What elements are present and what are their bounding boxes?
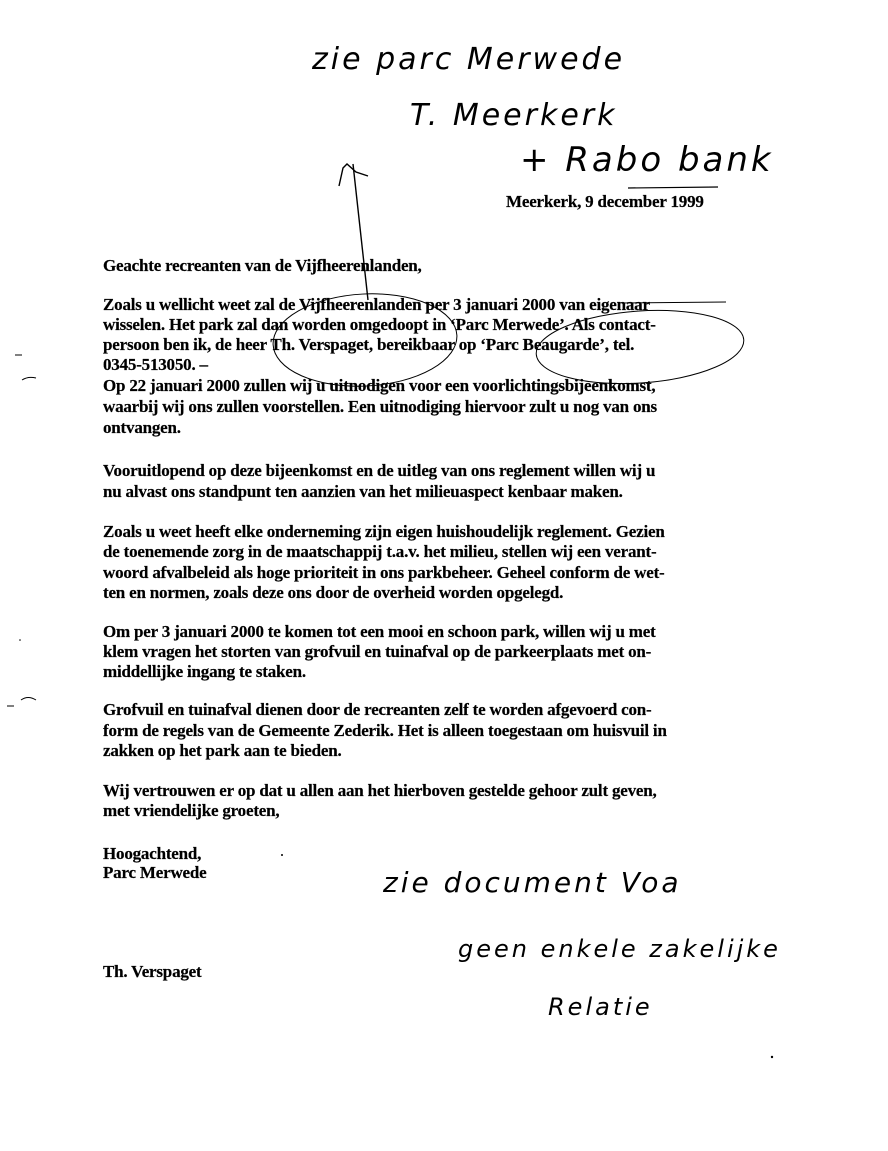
margin-mark <box>22 377 36 380</box>
paragraph-line: woord afvalbeleid als hoge prioriteit in ons parkbeheer. Geheel conform de wet- <box>103 563 665 582</box>
paragraph-line: nu alvast ons standpunt ten aanzien van het milieuaspect kenbaar maken. <box>103 482 623 501</box>
paragraph-line: de toenemende zorg in de maatschappij t.a.v. het milieu, stellen wij een verant- <box>103 542 657 561</box>
paragraph-line: waarbij wij ons zullen voorstellen. Een uitnodiging hiervoor zult u nog van ons <box>103 397 657 416</box>
handwritten-underline <box>628 187 718 188</box>
paragraph-line: Zoals u weet heeft elke onderneming zijn eigen huishoudelijk reglement. Gezien <box>103 522 665 541</box>
arrow-head-icon <box>339 164 368 186</box>
paragraph-line: zakken op het park aan te bieden. <box>103 741 342 760</box>
handwritten-note-line-1: zie parc Merwede <box>312 42 626 77</box>
paragraph-line: Om per 3 januari 2000 te komen tot een mooi en schoon park, willen wij u met <box>103 622 656 641</box>
paragraph-line: persoon ben ik, de heer Th. Verspaget, bereikbaar op ‘Parc Beaugarde’, tel. <box>103 335 635 354</box>
organization: Parc Merwede <box>103 863 207 882</box>
closing: Hoogachtend, <box>103 844 202 863</box>
paragraph-line: ten en normen, zoals deze ons door de overheid worden opgelegd. <box>103 583 564 602</box>
speck <box>19 639 21 641</box>
handwritten-note-line-3: + Rabo bank <box>520 140 774 180</box>
paragraph-line: middellijke ingang te staken. <box>103 662 306 681</box>
paragraph-line: Vooruitlopend op deze bijeenkomst en de uitleg van ons reglement willen wij u <box>103 461 656 480</box>
paragraph-line: klem vragen het storten van grofvuil en tuinafval op de parkeerplaats met on- <box>103 642 652 661</box>
paragraph-line: Op 22 januari 2000 zullen wij u uitnodigen voor een voorlichtingsbijeenkomst, <box>103 376 656 395</box>
paragraph-line: wisselen. Het park zal dan worden omgedoopt in ‘Parc Merwede’. Als contact- <box>103 315 656 334</box>
paragraph-line: Grofvuil en tuinafval dienen door de recreanten zelf te worden afgevoerd con- <box>103 700 652 719</box>
paragraph-line: ontvangen. <box>103 418 181 437</box>
arrow-shaft <box>353 164 368 300</box>
handwritten-note-bottom-3: Relatie <box>548 993 653 1021</box>
speck <box>771 1056 773 1058</box>
margin-mark <box>21 698 36 701</box>
handwritten-note-bottom-2: geen enkele zakelijke <box>458 935 781 963</box>
place-date: Meerkerk, 9 december 1999 <box>506 192 704 211</box>
paragraph-line: 0345-513050. – <box>103 355 208 374</box>
paragraph-line: met vriendelijke groeten, <box>103 801 280 820</box>
paragraph-line: Wij vertrouwen er op dat u allen aan het hierboven gestelde gehoor zult geven, <box>103 781 657 800</box>
handwritten-note-bottom-1: zie document Voa <box>383 866 682 899</box>
speck <box>281 854 283 856</box>
handwritten-note-line-2: T. Meerkerk <box>410 98 618 133</box>
paragraph-line: Zoals u wellicht weet zal de Vijfheerenlanden per 3 januari 2000 van eigenaar <box>103 295 650 314</box>
paragraph-line: form de regels van de Gemeente Zederik. Het is alleen toegestaan om huisvuil in <box>103 721 667 740</box>
signatory: Th. Verspaget <box>103 962 202 981</box>
salutation: Geachte recreanten van de Vijfheerenlanden, <box>103 256 422 275</box>
